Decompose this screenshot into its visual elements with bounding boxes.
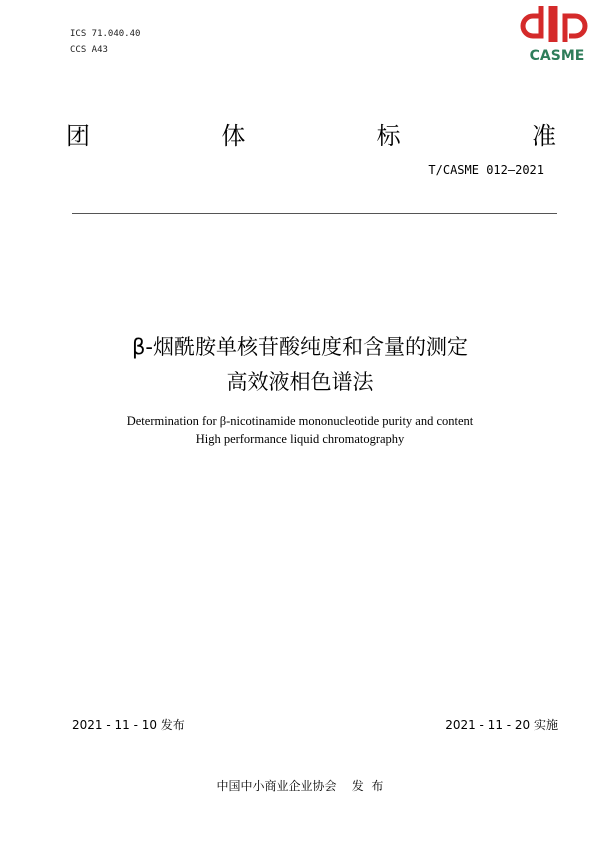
standard-type-char: 标	[376, 122, 401, 150]
title-en-line2: High performance liquid chromatography	[195, 432, 405, 446]
standard-code: T/CASME 012—2021	[428, 163, 544, 177]
divider	[72, 213, 557, 214]
implementation-date: 2021 - 11 - 20 实施	[445, 718, 558, 732]
casme-logo-icon	[517, 2, 597, 46]
ccs-code: CCS A43	[70, 45, 108, 55]
standard-type	[66, 116, 556, 151]
ics-code: ICS 71.040.40	[70, 29, 141, 39]
casme-logo	[517, 2, 597, 64]
standard-type-char: 体	[221, 122, 246, 150]
title-en-line1: Determination for β-nicotinamide mononucleotide purity and content	[126, 414, 474, 428]
logo-text: CASME	[529, 48, 585, 64]
standard-type-char: 准	[531, 122, 556, 150]
title-cn-line2: 高效液相色谱法	[226, 370, 374, 394]
publisher: 中国中小商业企业协会 发 布	[216, 779, 384, 793]
title-cn-line1: β-烟酰胺单核苷酸纯度和含量的测定	[132, 335, 468, 359]
issue-date: 2021 - 11 - 10 发布	[72, 718, 185, 732]
standard-type-char: 团	[66, 122, 90, 150]
